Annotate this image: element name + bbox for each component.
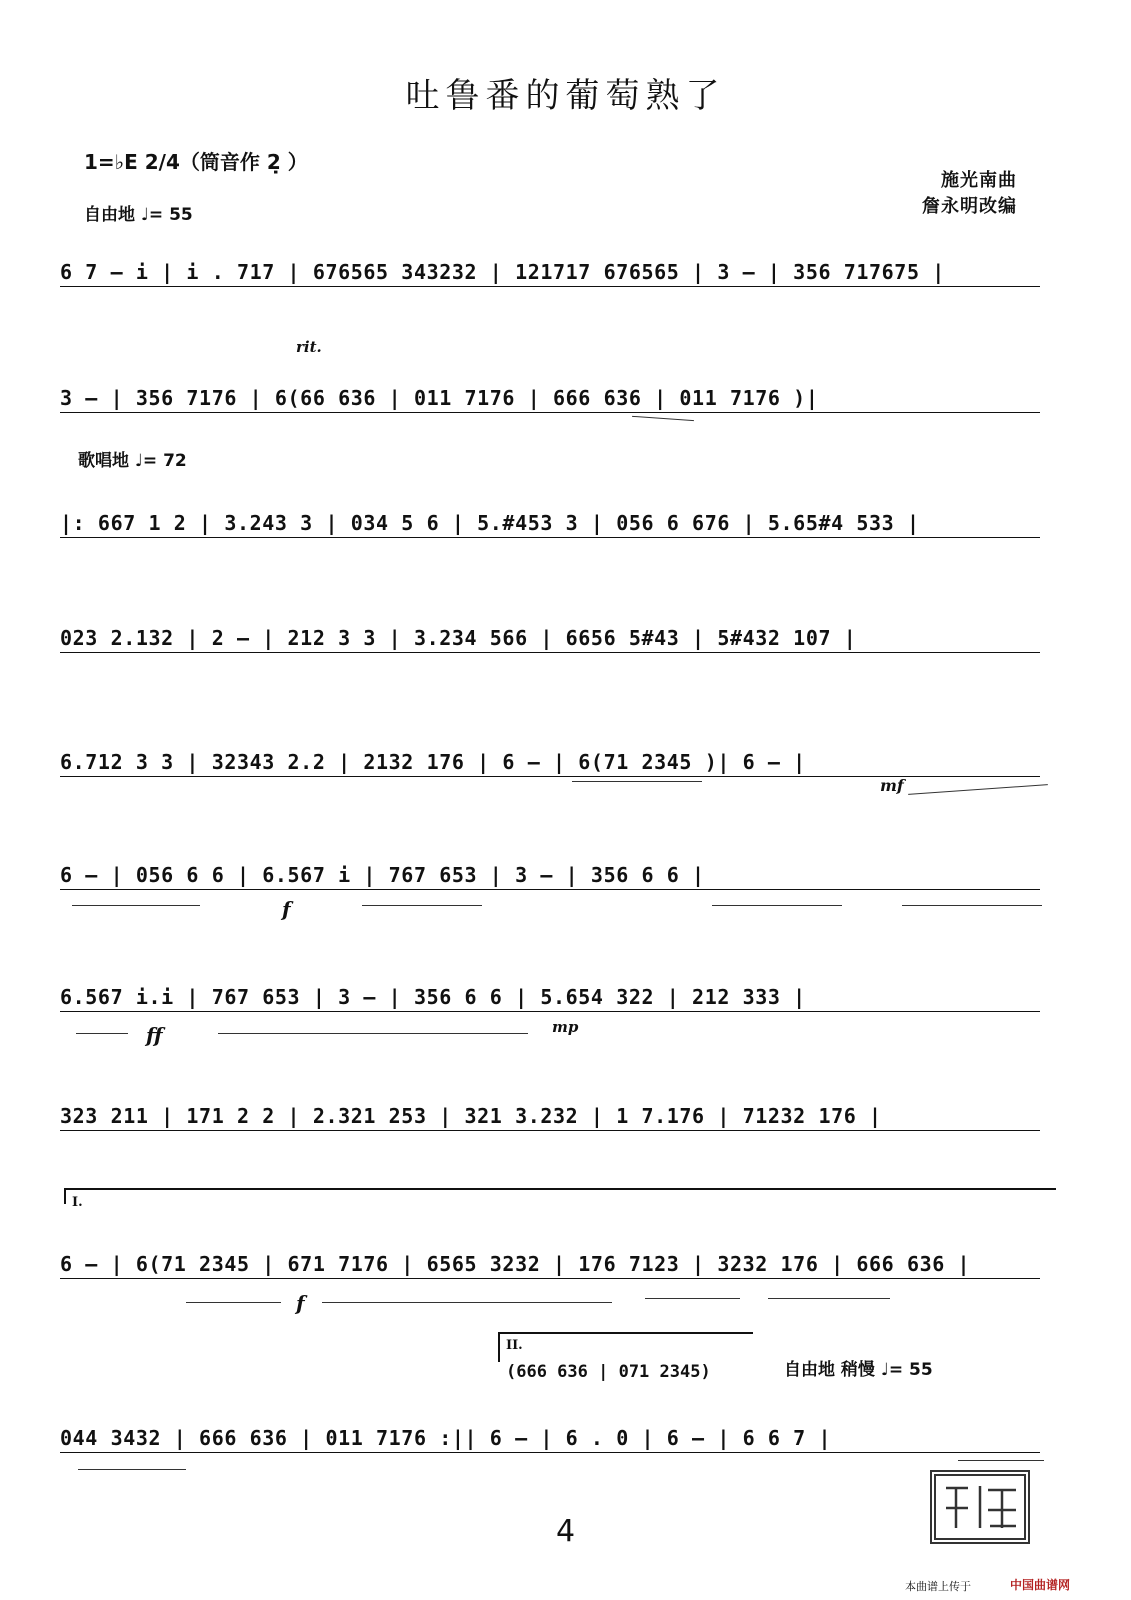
ending-2-tick (498, 1332, 500, 1362)
ending-2-label: II. (506, 1338, 523, 1353)
beam-line (60, 652, 1040, 653)
seal-icon (932, 1472, 1028, 1542)
notation-line: 023 2.132 | 2 – | 212 3 3 | 3.234 566 | 6656 5#43 | 5#432 107 | (60, 626, 857, 650)
notation-line: 6 – | 056 6 6 | 6.567 i | 767 653 | 3 – | 356 6 6 | (60, 863, 705, 887)
beam-line (60, 1278, 1040, 1279)
staff-row (60, 855, 1060, 901)
beam-line (60, 1011, 1040, 1012)
tempo-singing: 歌唱地 ♩= 72 (78, 451, 187, 471)
hairpin (218, 1033, 528, 1034)
notation-line: 6.712 3 3 | 32343 2.2 | 2132 176 | 6 – | 6(71 2345 )| 6 – | (60, 750, 806, 774)
staff-row (60, 378, 1060, 424)
hairpin (362, 905, 482, 906)
dynamic-ff: ff (146, 1023, 163, 1047)
notation-line: 6 – | 6(71 2345 | 671 7176 | 6565 3232 | 176 7123 | 3232 176 | 666 636 | (60, 1252, 971, 1276)
hairpin (186, 1302, 281, 1303)
beam-line (60, 286, 1040, 287)
ending-2-bracket (498, 1332, 753, 1334)
tempo-free: 自由地 ♩= 55 (84, 205, 193, 225)
dynamic-rit: rit. (296, 338, 322, 356)
hairpin (572, 781, 702, 782)
ending-1-bracket (64, 1188, 1056, 1190)
staff-row (60, 618, 1060, 664)
hairpin (72, 905, 200, 906)
hairpin (768, 1298, 890, 1299)
staff-row (60, 503, 1060, 549)
page-number: 4 (555, 1514, 576, 1549)
notation-line: 044 3432 | 666 636 | 011 7176 :|| 6 – | 6 . 0 | 6 – | 6 6 7 | (60, 1426, 832, 1450)
staff-row (60, 1096, 1060, 1142)
staff-row (60, 742, 1060, 788)
upload-note: 本曲谱上传于 (905, 1580, 971, 1593)
dynamic-mf: mf (880, 776, 904, 795)
key-signature: 1=♭E 2/4（筒音作 2̣ ） (84, 150, 308, 174)
notation-line: 6.567 i.i | 767 653 | 3 – | 356 6 6 | 5.654 322 | 212 333 | (60, 985, 806, 1009)
staff-row (60, 252, 1060, 298)
staff-row (60, 1244, 1060, 1290)
hairpin (78, 1469, 186, 1470)
seal-stamp (930, 1470, 1030, 1544)
hairpin (76, 1033, 128, 1034)
beam-line (60, 537, 1040, 538)
hairpin (645, 1298, 740, 1299)
hairpin (902, 905, 1042, 906)
arranger-credit: 詹永明改编 (922, 196, 1017, 217)
beam-line (60, 1452, 1040, 1453)
dynamic-mp: mp (552, 1018, 579, 1036)
ending-1-tick (64, 1188, 66, 1204)
hairpin (322, 1302, 612, 1303)
tempo-free-slow: 自由地 稍慢 ♩= 55 (784, 1360, 933, 1380)
ending-1-label: I. (72, 1195, 83, 1210)
beam-line (60, 889, 1040, 890)
beam-line (60, 412, 1040, 413)
notation-line: |: 667 1 2 | 3.243 3 | 034 5 6 | 5.#453 3 | 056 6 676 | 5.65#4 533 | (60, 511, 920, 535)
page-title: 吐鲁番的葡萄熟了 (405, 76, 726, 116)
staff-row (60, 1418, 1060, 1464)
ending-2-pickup: (666 636 | 071 2345) (506, 1362, 711, 1382)
hairpin (958, 1460, 1044, 1461)
dynamic-f: f (282, 897, 291, 921)
notation-line: 3 – | 356 7176 | 6(66 636 | 011 7176 | 666 636 | 011 7176 )| (60, 386, 819, 410)
composer-credit: 施光南曲 (941, 170, 1017, 191)
notation-line: 323 211 | 171 2 2 | 2.321 253 | 321 3.232 | 1 7.176 | 71232 176 | (60, 1104, 882, 1128)
hairpin (712, 905, 842, 906)
staff-row (60, 977, 1060, 1023)
dynamic-f-2: f (296, 1291, 305, 1315)
beam-line (60, 1130, 1040, 1131)
notation-line: 6 7 – i | i . 717 | 676565 343232 | 121717 676565 | 3 – | 356 717675 | (60, 260, 945, 284)
site-logo: 中国曲谱网 (1010, 1578, 1071, 1592)
